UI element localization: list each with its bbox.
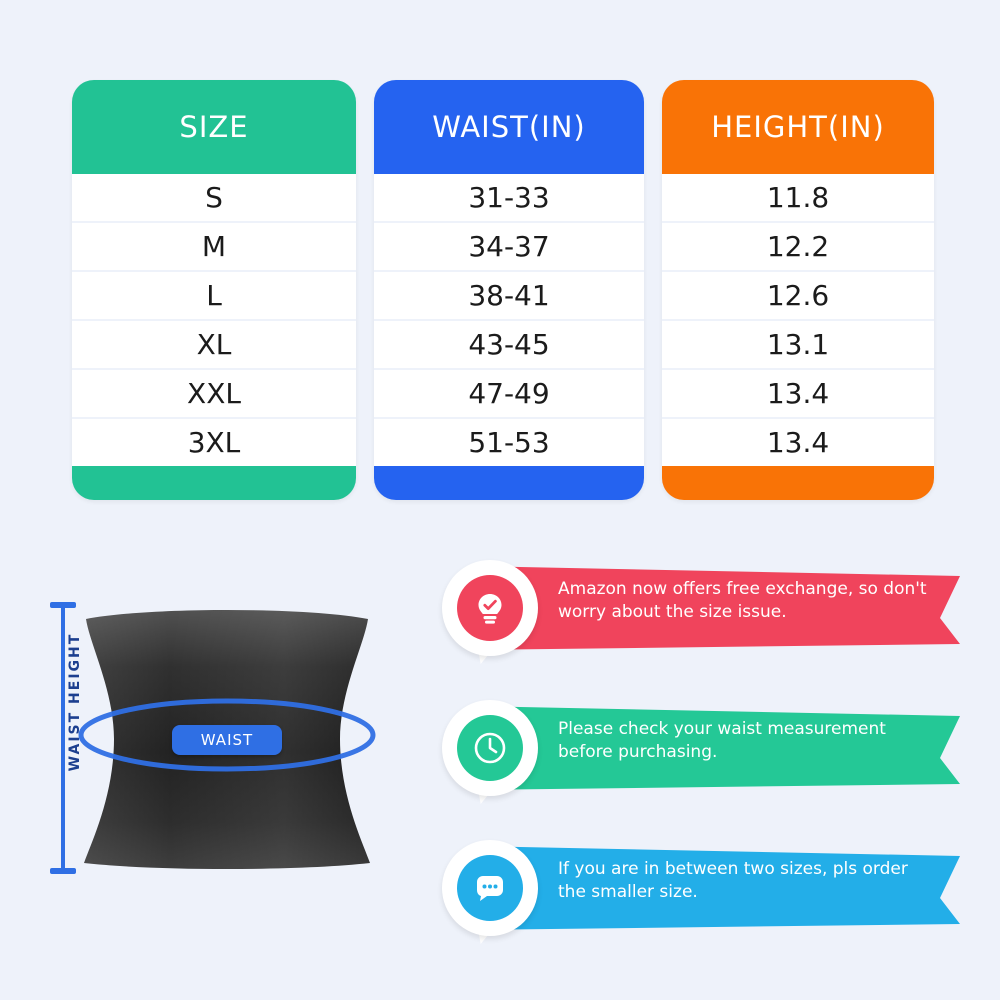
table-cell: 3XL (72, 419, 356, 466)
table-cell: 13.1 (662, 321, 934, 370)
table-cell: 31-33 (374, 174, 644, 223)
waist-height-measure-bar (50, 602, 83, 874)
table-cell: XXL (72, 370, 356, 419)
size-chart-table (72, 80, 928, 500)
column-header-waist: WAIST(IN) (432, 110, 586, 144)
table-cell: M (72, 223, 356, 272)
table-cell: XL (72, 321, 356, 370)
chat-bubble-icon (457, 855, 523, 921)
table-cell: 51-53 (374, 419, 644, 466)
column-body-height (662, 174, 934, 500)
table-cell: L (72, 272, 356, 321)
column-body-size (72, 174, 356, 500)
size-chart-column-height (662, 80, 934, 500)
table-cell: 13.4 (662, 370, 934, 419)
table-cell: 12.6 (662, 272, 934, 321)
table-cell: 43-45 (374, 321, 644, 370)
measure-cap-bottom (50, 868, 76, 874)
column-header-size: SIZE (179, 110, 249, 144)
size-chart-column-size (72, 80, 356, 500)
measure-line (61, 608, 65, 868)
table-cell: 38-41 (374, 272, 644, 321)
column-header-height: HEIGHT(IN) (711, 110, 885, 144)
lightbulb-check-icon (457, 575, 523, 641)
table-cell: 11.8 (662, 174, 934, 223)
note-item (432, 692, 960, 804)
notes-list (432, 552, 962, 962)
note-badge (442, 700, 538, 796)
note-text: Please check your waist measurement before purchasing. (558, 719, 886, 762)
table-cell: 34-37 (374, 223, 644, 272)
note-item (432, 832, 960, 944)
clock-icon (457, 715, 523, 781)
note-item (432, 552, 960, 664)
size-chart-column-waist (374, 80, 644, 500)
table-cell: 13.4 (662, 419, 934, 466)
note-badge (442, 560, 538, 656)
note-text: If you are in between two sizes, pls order the smaller size. (558, 859, 908, 902)
waist-label-pill: WAIST (172, 725, 282, 755)
table-cell: 47-49 (374, 370, 644, 419)
table-cell: S (72, 174, 356, 223)
waist-height-label: WAIST HEIGHT (67, 632, 83, 772)
note-badge (442, 840, 538, 936)
table-cell: 12.2 (662, 223, 934, 272)
column-body-waist (374, 174, 644, 500)
note-text: Amazon now offers free exchange, so don't worry about the size issue. (558, 579, 927, 622)
product-figure (20, 560, 430, 960)
